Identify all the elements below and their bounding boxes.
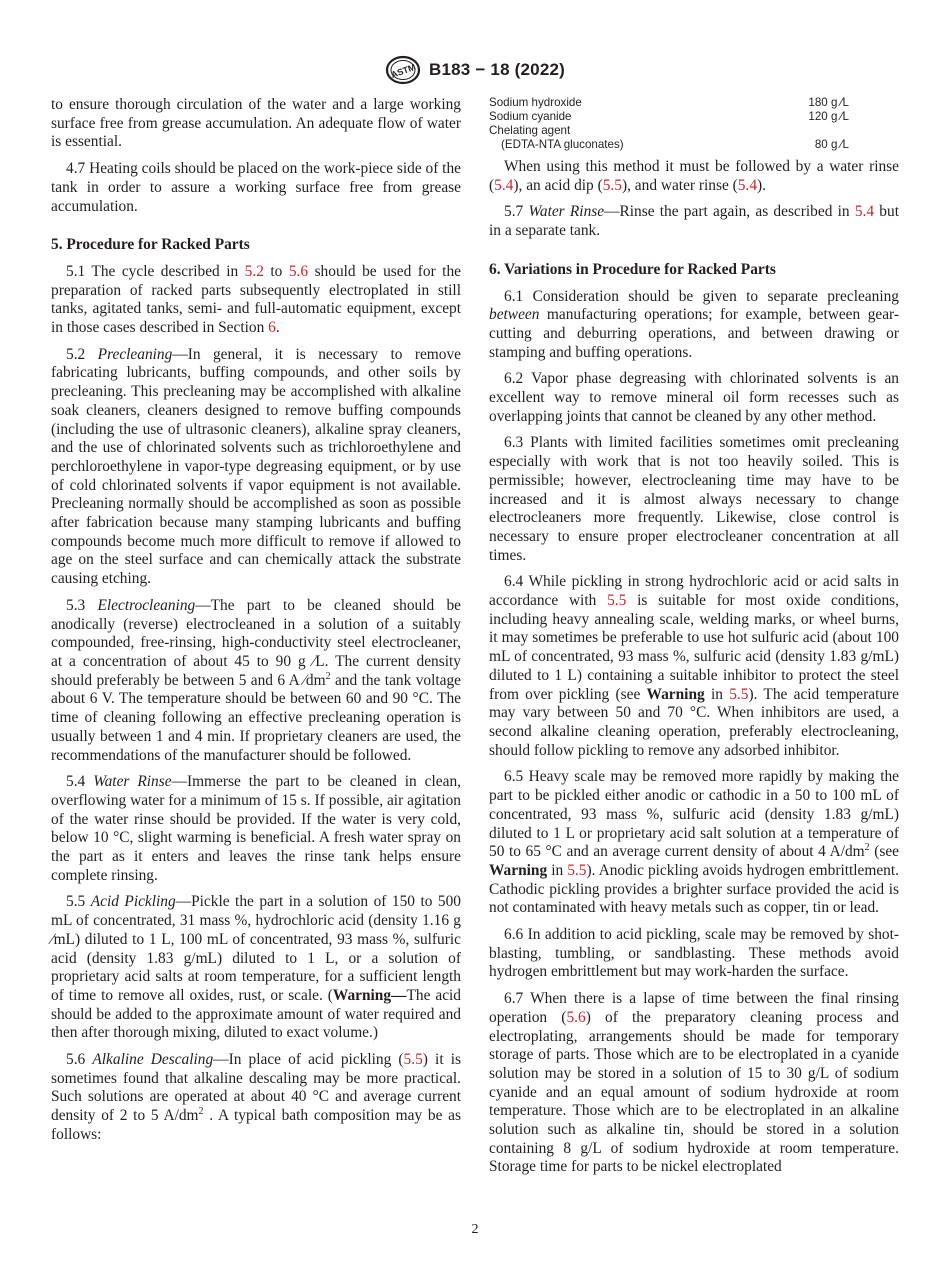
paragraph-6-2: 6.2 Vapor phase degreasing with chlorinated solvents is an excellent way to remove mineral oil form recesses such as overlapping joints that cannot be cleaned by any other method.: [489, 370, 899, 425]
bath-row: Sodium hydroxide 180 g ⁄L: [489, 96, 849, 109]
ref-link-5-6[interactable]: 5.6: [566, 1008, 586, 1026]
section-6-title: 6. Variations in Procedure for Racked Parts: [489, 260, 776, 278]
paragraph-6-3: 6.3 Plants with limited facilities sometimes omit precleaning especially with work that is not too heavily soiled. This is permissible; however, electrocleaning time may have to be increased and it is almost always necessary to change electrocleaners more frequently. Likewise, close control is necessary to ensure proper electrocleaner concentration at all times.: [489, 434, 899, 564]
paragraph-5-3: 5.3 Electrocleaning—The part to be cleaned should be anodically (reverse) electrocleaned in a solution of a suitably compounded, free-rinsing, high-conductivity steel electrocleaner, at a concentration of about 45 to 90 g ⁄L. The current density should preferably be between 5 and 6 A $⁄dm^2$ and the tank voltage about 6 V. The temperature should be between 60 and 90 °C. The time of cleaning following an effective precleaning operation is usually between 1 and 4 min. If proprietary cleaners are used, the recommendations of the manufacturer should be followed.: [51, 596, 461, 764]
bath-row: Chelating agent: [489, 124, 571, 137]
ref-link-5-2[interactable]: 5.2: [244, 262, 264, 280]
section-5-title: 5. Procedure for Racked Parts: [51, 236, 250, 254]
subsection-title: Alkaline Descaling: [92, 1051, 214, 1069]
subsection-title: Water Rinse: [93, 773, 172, 791]
paragraph-5-1: 5.1 The cycle described in 5.2 to 5.6 should be used for the preparation of racked parts subsequently electroplated in still tanks, agitated tanks, semi- and full-automatic equipment, except in those cases described in Section 6.: [51, 262, 461, 337]
ref-link-5-5[interactable]: 5.5: [403, 1051, 423, 1069]
warning-label: Warning: [646, 685, 705, 703]
ref-link-5-5[interactable]: 5.5: [602, 176, 622, 194]
paragraph-6-4: 6.4 While pickling in strong hydrochloric acid or acid salts in accordance with 5.5 is suitable for most oxide conditions, including heavy annealing scale, welding marks, or wheel burns, it may sometimes be preferable to use hot sulfuric acid (about 100 mL of concentrated, 93 mass %, sulfuric acid (density 1.83 g/mL) diluted to 1 L) containing a suitable inhibitor to protect the steel from over pickling (see Warning in 5.5). The acid temperature may vary between 50 and 70 °C. When inhibitors are used, a second alkaline cleaning operation, preferably electrocleaning, should follow pickling to remove any adsorbed inhibitor.: [489, 573, 900, 759]
paragraph-after-bath: When using this method it must be followed by a water rinse (5.4), an acid dip (5.5), and water rinse (5.4).: [489, 158, 899, 194]
bath-composition-table: [489, 96, 899, 152]
paragraph-5-5: 5.5 Acid Pickling—Pickle the part in a solution of 150 to 500 mL of concentrated, 31 mass %, hydrochloric acid (density 1.16 g ⁄mL) diluted to 1 L, 100 mL of concentrated, 93 mass %, sulfuric acid (density 1.83 g/mL) diluted to 1 L, or a solution of proprietary acid salts at room temperature, for a sufficient length of time to remove all oxides, rust, or scale. (Warning—The acid should be added to the approximate amount of water required and then after thorough mixing, diluted to exact volume.): [51, 893, 461, 1042]
paragraph-5-2: 5.2 Precleaning—In general, it is necessary to remove fabricating lubricants, buffing compounds, and other soils by precleaning. This precleaning may be accomplished with alkaline soak cleaners, cleaners designed to remove buffing compounds (including the use of ultrasonic cleaners), alkaline spray cleaners, and the use of chlorinated solvents such as trichloroethylene and perchloroethylene in vapor-type degreasing equipment, or by use of cold chlorinated solvents if vapor equipment is not available. Precleaning normally should be accomplished as soon as possible after fabrication because many stamping lubricants and buffing compounds become much more difficult to remove if allowed to age on the steel surface and can chemically attack the substrate causing etching.: [51, 345, 461, 588]
paragraph-4-7: 4.7 Heating coils should be placed on the work-piece side of the tank in order to assure a working surface free from grease accumulation.: [51, 160, 461, 215]
ref-link-5-4[interactable]: 5.4: [494, 176, 514, 194]
subsection-title: Precleaning: [97, 345, 173, 363]
warning-label: Warning: [489, 861, 548, 879]
ref-link-5-5[interactable]: 5.5: [607, 592, 627, 610]
warning-label: Warning—: [332, 986, 407, 1004]
ref-link-5-5[interactable]: 5.5: [567, 861, 587, 879]
ref-link-5-4[interactable]: 5.4: [737, 176, 758, 194]
paragraph-5-6: 5.6 Alkaline Descaling—In place of acid pickling (5.5) it is sometimes found that alkaline descaling may be more practical. Such solutions are operated at about 40 °C and average current density of 2 to 5 $A/dm^2$ . A typical bath composition may be as follows:: [51, 1051, 461, 1143]
paragraph-6-5: 6.5 Heavy scale may be removed more rapidly by making the part to be pickled either anodic or cathodic in a 50 to 100 mL of concentrated, 93 mass %, sulfuric acid (density 1.83 g/mL) diluted to 1 L or proprietary acid salt solution at a temperature of 50 to 65 °C and an average current density of about 4 $A/dm^2$ (see Warning in 5.5). Anodic pickling avoids hydrogen embrittlement. Cathodic pickling provides a brighter surface provided the acid is not contaminated with heavy metals such as copper, tin or lead.: [489, 768, 900, 917]
page-number: 2: [471, 1222, 479, 1237]
paragraph-6-1: 6.1 Consideration should be given to separate precleaning between manufacturing operations; for example, between gear-cutting and deburring operations, and between drawing or stamping and buffing operations.: [489, 287, 899, 361]
bath-row: (EDTA-NTA gluconates) 80 g ⁄L: [501, 138, 849, 151]
svg-text:ASTM: ASTM: [389, 61, 418, 80]
paragraph-continued: to ensure thorough circulation of the water and a large working surface free from grease accumulation. An adequate flow of water is essential.: [51, 96, 461, 151]
subsection-title: Water Rinse: [528, 203, 605, 221]
bath-row: Sodium cyanide 120 g ⁄L: [489, 110, 849, 123]
paragraph-5-7: 5.7 Water Rinse—Rinse the part again, as described in 5.4 but in a separate tank.: [489, 203, 899, 240]
ref-link-5-6[interactable]: 5.6: [288, 262, 309, 280]
ref-link-5-5[interactable]: 5.5: [729, 685, 749, 703]
ref-link-section-6[interactable]: 6: [268, 319, 276, 337]
right-column: [489, 96, 899, 1185]
left-column: [51, 96, 461, 1153]
paragraph-5-4: 5.4 Water Rinse—Immerse the part to be cleaned in clean, overflowing water for a minimum of 15 s. If possible, air agitation of the water rinse should be provided. If the water is very cold, below 10 °C, slight warming is beneficial. A fresh water spray on the part as it enters and leaves the rinse tank helps ensure complete rinsing.: [51, 773, 461, 884]
subsection-title: Electrocleaning: [97, 596, 196, 614]
ref-link-5-4[interactable]: 5.4: [854, 203, 875, 221]
paragraph-6-7: 6.7 When there is a lapse of time between the final rinsing operation (5.6) of the preparatory cleaning process and electroplating, arrangements should be made for temporary storage of parts. Those which are to be electroplated in a cyanide solution may be stored in a solution of 15 to 30 g/L of sodium cyanide and an equal amount of sodium hydroxide at room temperature. Those which are to be electroplated in an alkaline solution such as alkaline tin, should be stored in a solution containing 8 g/L of sodium hydroxide at room temperature. Storage time for parts to be nickel electroplated: [489, 990, 899, 1176]
astm-logo-icon: [385, 55, 421, 85]
page-header: [0, 52, 950, 88]
document-id: B183 − 18 (2022): [429, 60, 565, 79]
paragraph-6-6: 6.6 In addition to acid pickling, scale may be removed by shot-blasting, tumbling, or sandblasting. These methods avoid hydrogen embrittlement but may work-harden the surface.: [489, 926, 899, 981]
subsection-title: Acid Pickling: [90, 893, 176, 911]
